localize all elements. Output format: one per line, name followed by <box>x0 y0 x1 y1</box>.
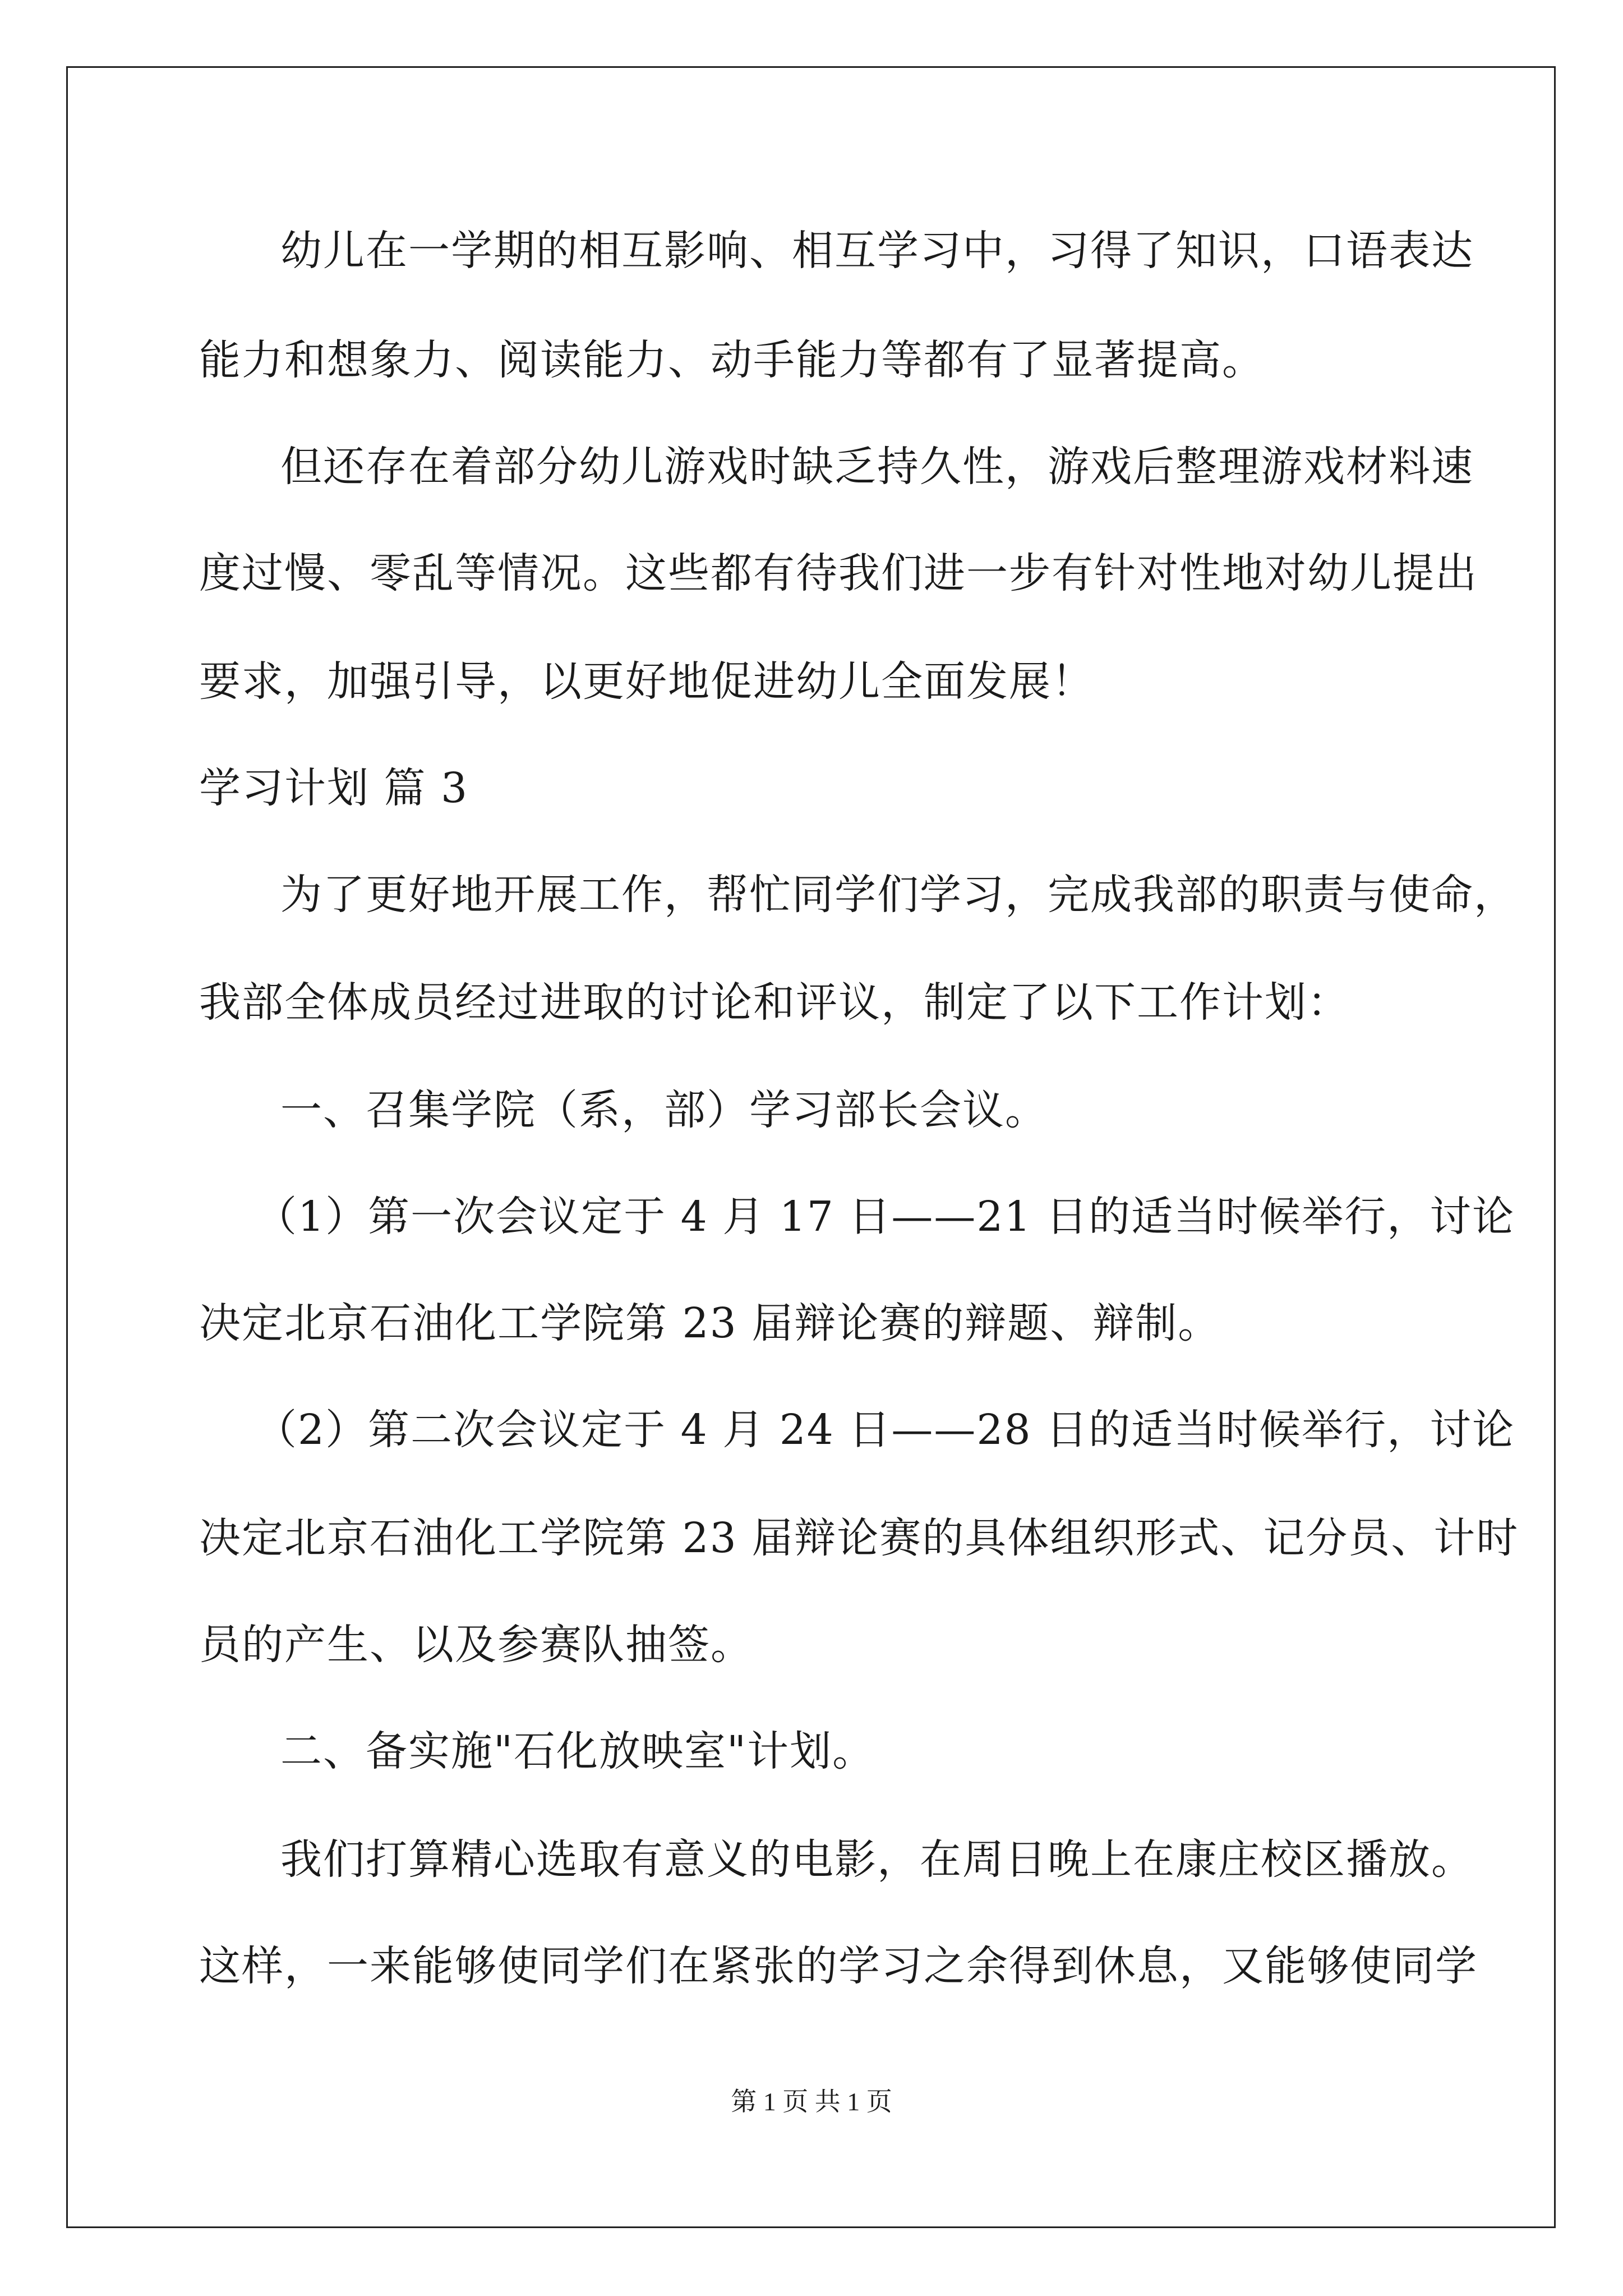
paragraph-line: 为了更好地开展工作，帮忙同学们学习，完成我部的职责与使命， <box>280 871 1516 919</box>
paragraph-line: 但还存在着部分幼儿游戏时缺乏持久性，游戏后整理游戏材料速 <box>280 443 1474 491</box>
paragraph-line: 一、召集学院（系，部）学习部长会议。 <box>280 1086 1048 1134</box>
paragraph-line: 度过慢、零乱等情况。这些都有待我们进一步有针对性地对幼儿提出 <box>199 549 1478 597</box>
paragraph-line: 我部全体成员经过进取的讨论和评议，制定了以下工作计划： <box>199 978 1350 1027</box>
paragraph-line: 这样，一来能够使同学们在紧张的学习之余得到休息，又能够使同学 <box>199 1942 1478 1990</box>
paragraph-line: 决定北京石油化工学院第 23 届辩论赛的辩题、辩制。 <box>199 1299 1221 1347</box>
paragraph-line: 决定北京石油化工学院第 23 届辩论赛的具体组织形式、记分员、计时 <box>199 1514 1519 1562</box>
paragraph-line: 二、备实施"石化放映室"计划。 <box>280 1727 875 1775</box>
page-border <box>66 66 1556 2228</box>
paragraph-line: （2）第二次会议定于 4 月 24 日——28 日的适当时候举行，讨论 <box>255 1406 1515 1454</box>
paragraph-line: 幼儿在一学期的相互影响、相互学习中，习得了知识，口语表达 <box>280 227 1474 275</box>
paragraph-line: （1）第一次会议定于 4 月 17 日——21 日的适当时候举行，讨论 <box>255 1193 1515 1241</box>
paragraph-line: 能力和想象力、阅读能力、动手能力等都有了显著提高。 <box>199 336 1265 384</box>
section-heading: 学习计划 篇 3 <box>199 764 469 812</box>
paragraph-line: 我们打算精心选取有意义的电影，在周日晚上在康庄校区播放。 <box>280 1835 1474 1884</box>
page-footer: 第 1 页 共 1 页 <box>731 2087 892 2116</box>
paragraph-line: 要求，加强引导，以更好地促进幼儿全面发展！ <box>199 657 1094 706</box>
paragraph-line: 员的产生、以及参赛队抽签。 <box>199 1621 753 1669</box>
